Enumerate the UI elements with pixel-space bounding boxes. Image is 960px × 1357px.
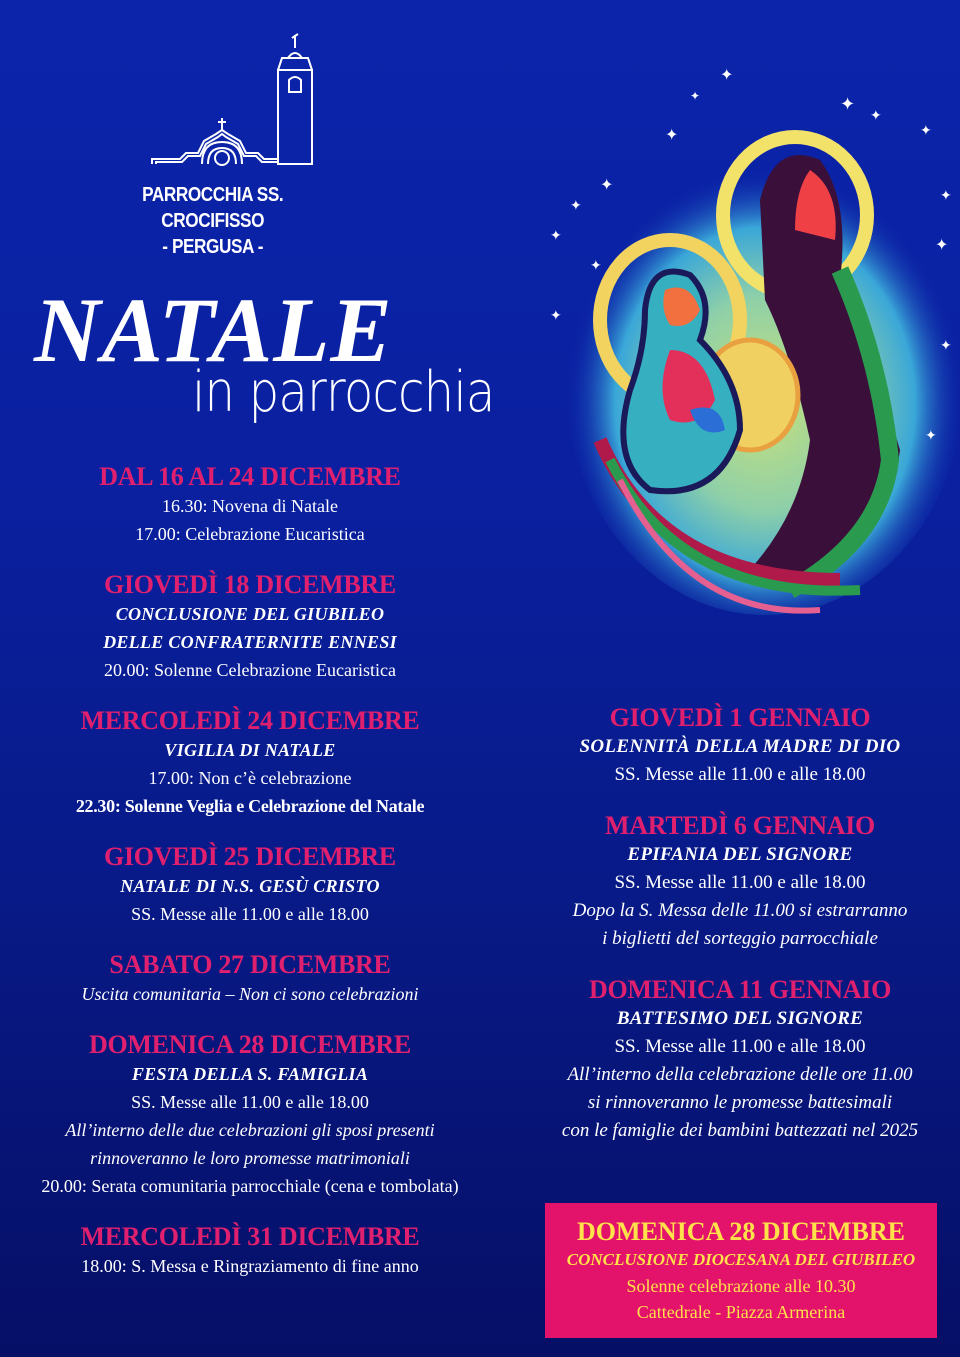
event-heading: DAL 16 AL 24 DICEMBRE xyxy=(99,462,401,491)
event-line: 16.30: Novena di Natale xyxy=(162,496,338,516)
event-line: con le famiglie dei bambini battezzati nel 2025 xyxy=(561,1120,919,1141)
svg-text:✦: ✦ xyxy=(600,177,614,194)
event-heading: DOMENICA 11 GENNAIO xyxy=(589,975,891,1004)
event-line: All’interno della celebrazione delle ore 11.00 xyxy=(567,1064,913,1085)
event-jan-6 xyxy=(540,811,940,953)
event-line: 17.00: Non c’è celebrazione xyxy=(148,768,352,788)
event-line: SS. Messe alle 11.00 e alle 18.00 xyxy=(614,764,866,785)
event-line: 20.00: Solenne Celebrazione Eucaristica xyxy=(104,660,396,680)
event-line: 22.30: Solenne Veglia e Celebrazione del Natale xyxy=(75,796,425,816)
event-line: 17.00: Celebrazione Eucaristica xyxy=(135,524,365,544)
event-line: VIGILIA DI NATALE xyxy=(164,740,336,760)
page-subtitle: in parrocchia xyxy=(192,360,495,425)
event-line: DELLE CONFRATERNITE ENNESI xyxy=(103,632,397,652)
svg-text:✦: ✦ xyxy=(940,339,952,354)
event-line: NATALE DI N.S. GESÙ CRISTO xyxy=(120,876,380,896)
svg-text:✦: ✦ xyxy=(690,89,701,103)
svg-text:✦: ✦ xyxy=(720,67,734,84)
highlight-place: Cattedrale - Piazza Armerina xyxy=(636,1302,846,1322)
event-dec-25 xyxy=(30,842,470,928)
event-dec-28 xyxy=(30,1030,470,1200)
parish-logo xyxy=(100,30,370,258)
svg-text:✦: ✦ xyxy=(570,199,582,214)
svg-text:✦: ✦ xyxy=(550,309,562,324)
svg-text:✦: ✦ xyxy=(590,259,602,274)
event-line: 18.00: S. Messa e Ringraziamento di fine anno xyxy=(81,1256,419,1276)
event-heading: GIOVEDÌ 25 DICEMBRE xyxy=(104,842,396,871)
event-line: Dopo la S. Messa delle 11.00 si estrarranno xyxy=(572,900,908,921)
event-dec-31 xyxy=(30,1222,470,1280)
svg-text:✦: ✦ xyxy=(925,429,937,444)
svg-text:✦: ✦ xyxy=(550,229,562,244)
event-heading: MERCOLEDÌ 31 DICEMBRE xyxy=(80,1222,420,1251)
events-left-column xyxy=(30,462,470,1302)
event-heading: GIOVEDÌ 18 DICEMBRE xyxy=(104,570,396,599)
event-heading: GIOVEDÌ 1 GENNAIO xyxy=(609,703,871,732)
event-line: EPIFANIA DEL SIGNORE xyxy=(627,844,853,865)
svg-text:✦: ✦ xyxy=(935,237,949,254)
event-line: All’interno delle due celebrazioni gli sposi presenti xyxy=(65,1120,435,1140)
event-line: SS. Messe alle 11.00 e alle 18.00 xyxy=(131,904,369,924)
event-dec-18 xyxy=(30,570,470,684)
highlight-heading: DOMENICA 28 DICEMBRE xyxy=(577,1217,905,1246)
event-dec-16-24 xyxy=(30,462,470,548)
holy-family-painting-icon xyxy=(540,20,960,660)
event-line: SS. Messe alle 11.00 e alle 18.00 xyxy=(614,872,866,893)
event-heading: SABATO 27 DICEMBRE xyxy=(109,950,391,979)
svg-text:✦: ✦ xyxy=(840,94,856,114)
event-heading: MERCOLEDÌ 24 DICEMBRE xyxy=(80,706,420,735)
event-line: si rinnoveranno le promesse battesimali xyxy=(587,1092,893,1113)
highlight-subtitle: CONCLUSIONE DIOCESANA DEL GIUBILEO xyxy=(566,1250,916,1269)
event-line: SOLENNITÀ DELLA MADRE DI DIO xyxy=(579,736,901,757)
svg-text:✦: ✦ xyxy=(870,109,882,124)
event-line: SS. Messe alle 11.00 e alle 18.00 xyxy=(614,1036,866,1057)
svg-text:✦: ✦ xyxy=(920,124,932,139)
event-dec-27 xyxy=(30,950,470,1008)
svg-text:✦: ✦ xyxy=(665,127,679,144)
events-right-column xyxy=(540,703,940,1167)
parish-name xyxy=(100,182,325,260)
event-line: i biglietti del sorteggio parrocchiale xyxy=(602,928,878,949)
holy-family-illustration xyxy=(540,20,960,660)
event-line: CONCLUSIONE DEL GIUBILEO xyxy=(115,604,385,624)
church-outline-icon xyxy=(150,30,360,170)
page-title: NATALE xyxy=(34,279,393,381)
event-line: FESTA DELLA S. FAMIGLIA xyxy=(131,1064,369,1084)
event-jan-11 xyxy=(540,975,940,1145)
svg-text:✦: ✦ xyxy=(940,189,952,204)
event-dec-24 xyxy=(30,706,470,820)
event-line: SS. Messe alle 11.00 e alle 18.00 xyxy=(131,1092,369,1112)
event-line: 20.00: Serata comunitaria parrocchiale (cena e tombolata) xyxy=(41,1176,459,1196)
highlight-time: Solenne celebrazione alle 10.30 xyxy=(626,1276,856,1296)
event-heading: DOMENICA 28 DICEMBRE xyxy=(89,1030,411,1059)
event-line: BATTESIMO DEL SIGNORE xyxy=(616,1008,864,1029)
event-line: Uscita comunitaria – Non ci sono celebrazioni xyxy=(81,984,419,1004)
parish-name-text: PARROCCHIA SS. CROCIFISSO xyxy=(142,184,284,232)
event-heading: MARTEDÌ 6 GENNAIO xyxy=(605,811,875,840)
event-line: rinnoveranno le loro promesse matrimoniali xyxy=(90,1148,410,1168)
event-jan-1 xyxy=(540,703,940,789)
parish-location: - PERGUSA - xyxy=(162,236,264,258)
diocesan-jubilee-highlight-box xyxy=(545,1203,937,1338)
